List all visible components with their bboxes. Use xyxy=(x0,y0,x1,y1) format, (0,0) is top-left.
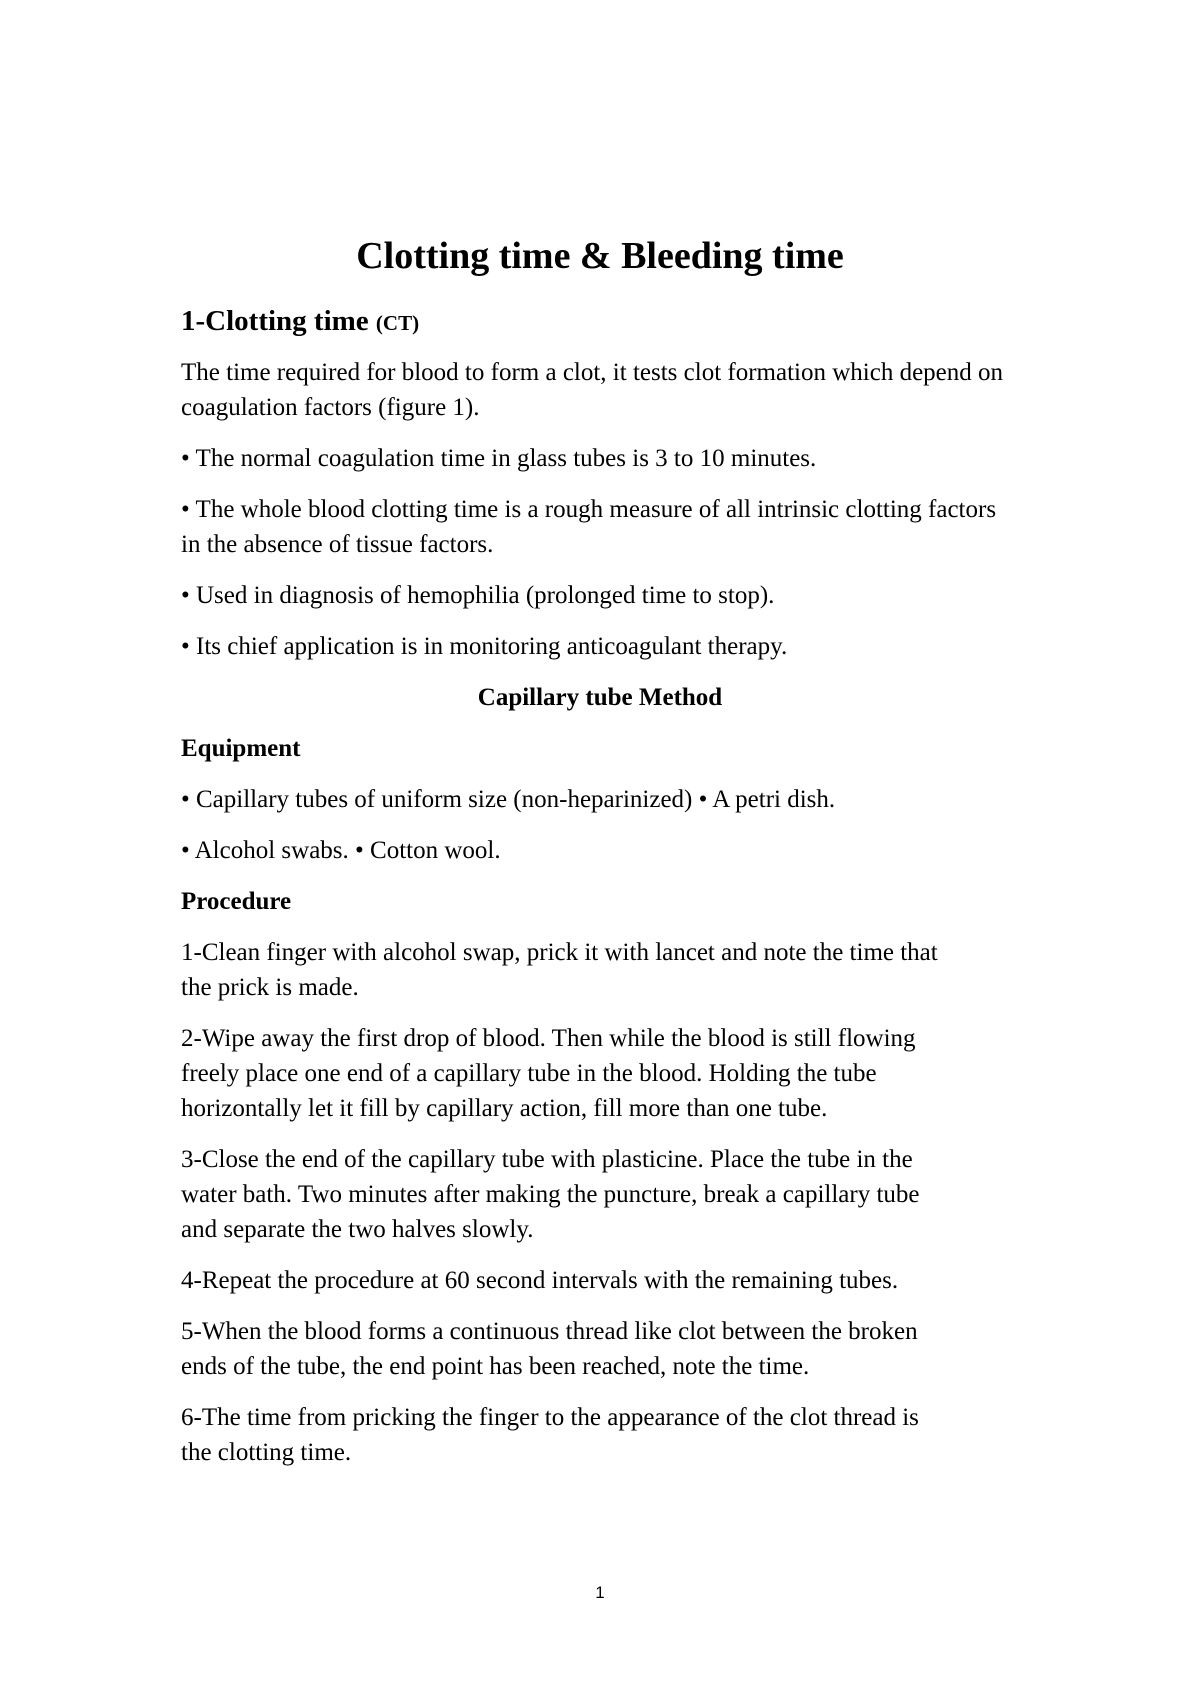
equipment-line-2: • Alcohol swabs. • Cotton wool. xyxy=(181,837,501,864)
step6-line-1: 6-The time from pricking the finger to the appearance of the clot thread is xyxy=(181,1404,919,1431)
procedure-step-3 xyxy=(181,1142,1023,1247)
page-number: 1 xyxy=(595,1583,605,1602)
intro-line-2: coagulation factors (figure 1). xyxy=(181,394,480,421)
step3-line-2: water bath. Two minutes after making the puncture, break a capillary tube xyxy=(181,1181,920,1208)
step6-line-2: the clotting time. xyxy=(181,1439,352,1466)
document-title: Clotting time & Bleeding time xyxy=(356,235,844,277)
step1-line-2: the prick is made. xyxy=(181,974,359,1001)
step5-line-2: ends of the tube, the end point has been reached, note the time. xyxy=(181,1353,810,1380)
intro-paragraph xyxy=(181,355,1111,425)
method-heading: Capillary tube Method xyxy=(477,684,723,711)
step1-line-1: 1-Clean finger with alcohol swap, prick it with lancet and note the time that xyxy=(181,939,938,966)
step3-line-3: and separate the two halves slowly. xyxy=(181,1216,534,1243)
step2-line-2: freely place one end of a capillary tube in the blood. Holding the tube xyxy=(181,1060,877,1087)
bullet2-line-1: • The whole blood clotting time is a rough measure of all intrinsic clotting factors xyxy=(181,496,997,523)
step4-line-1: 4-Repeat the procedure at 60 second intervals with the remaining tubes. xyxy=(181,1267,899,1294)
bullet-normal-coagulation-time: • The normal coagulation time in glass tubes is 3 to 10 minutes. xyxy=(181,445,817,472)
step5-line-1: 5-When the blood forms a continuous thread like clot between the broken xyxy=(181,1318,918,1345)
bullet-anticoagulant-therapy: • Its chief application is in monitoring anticoagulant therapy. xyxy=(181,633,788,660)
bullet-hemophilia-diagnosis: • Used in diagnosis of hemophilia (prolonged time to stop). xyxy=(181,582,775,609)
equipment-heading: Equipment xyxy=(181,735,301,762)
procedure-step-4 xyxy=(181,1263,898,1298)
section-heading-text: 1-Clotting time xyxy=(181,305,369,337)
equipment-line-1: • Capillary tubes of uniform size (non-heparinized) • A petri dish. xyxy=(181,786,836,813)
section-heading-abbr: (CT) xyxy=(375,311,420,335)
step2-line-3: horizontally let it fill by capillary action, fill more than one tube. xyxy=(181,1095,828,1122)
bullet-whole-blood-clotting xyxy=(181,492,1111,562)
procedure-step-2 xyxy=(181,1021,1023,1126)
procedure-step-1 xyxy=(181,935,1023,1005)
procedure-step-6 xyxy=(181,1400,1023,1470)
intro-line-1: The time required for blood to form a clot, it tests clot formation which depend on xyxy=(181,359,1004,386)
step2-line-1: 2-Wipe away the first drop of blood. Then while the blood is still flowing xyxy=(181,1025,916,1052)
step3-line-1: 3-Close the end of the capillary tube with plasticine. Place the tube in the xyxy=(181,1146,913,1173)
bullet2-line-2: in the absence of tissue factors. xyxy=(181,531,494,558)
section-heading-clotting-time xyxy=(181,302,419,342)
procedure-heading: Procedure xyxy=(181,888,292,915)
procedure-step-5 xyxy=(181,1314,1023,1384)
